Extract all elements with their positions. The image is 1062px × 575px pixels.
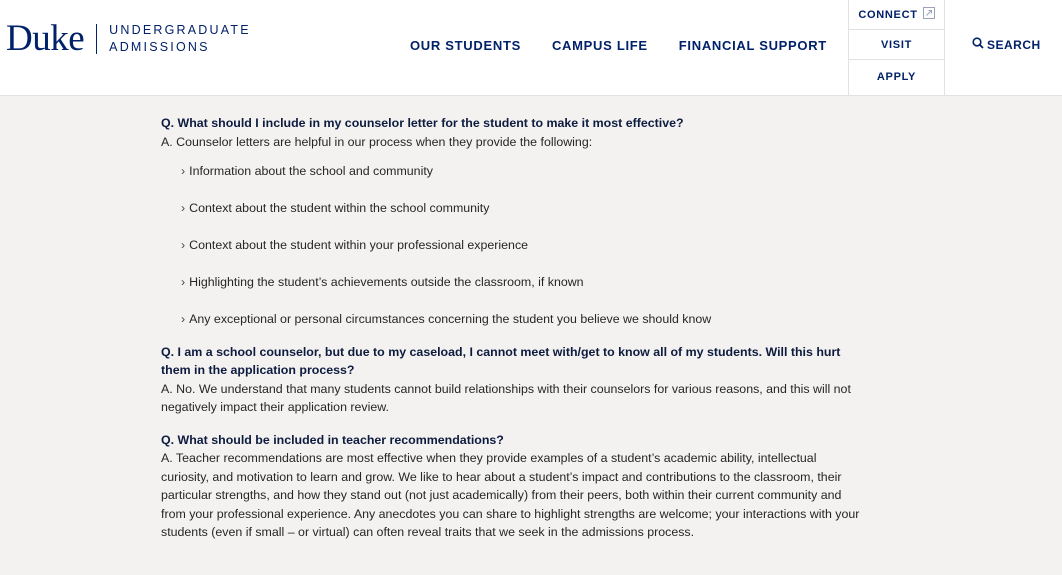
faq-content	[161, 114, 861, 556]
list-item-text: Information about the school and community	[189, 164, 433, 178]
list-item	[181, 236, 861, 255]
chevron-right-icon: ›	[181, 275, 186, 289]
faq-answer: A. Teacher recommendations are most effective when they provide examples of a student’s academic ability, intellectual curiosity, and motivation to learn and grow. We like to hear about a student’s impact and contributions to the classroom, their particular strengths, and how they stand out (not just academically) from their peers, both within their current community and from your professional experience. Any anecdotes you can share to highlight strengths are welcome; your interactions with your students (even if small – or virtual) can often reveal traits that we seek in the admissions process.	[161, 451, 860, 539]
nav-campus-life[interactable]: CAMPUS LIFE	[551, 38, 648, 53]
faq-question: Q. I am a school counselor, but due to my caseload, I cannot meet with/get to know all of my students. Will this hurt them in the application process?	[161, 344, 841, 377]
apply-link[interactable]	[849, 60, 944, 94]
logo-subtitle-line2: ADMISSIONS	[109, 39, 210, 54]
search-label: SEARCH	[987, 37, 1041, 52]
site-header	[0, 0, 1062, 96]
utility-nav	[848, 0, 945, 96]
faq-answer: A. No. We understand that many students cannot build relationships with their counselors for various reasons, and this will not negatively impact their application review.	[161, 381, 851, 414]
faq-item	[161, 114, 861, 329]
faq-answer: A. Counselor letters are helpful in our process when they provide the following:	[161, 134, 593, 149]
logo-subtitle-line1: UNDERGRADUATE	[109, 22, 251, 37]
logo-divider	[96, 24, 97, 54]
nav-financial-support[interactable]: FINANCIAL SUPPORT	[678, 38, 827, 53]
list-item	[181, 199, 861, 218]
list-item	[181, 310, 861, 329]
nav-our-students[interactable]: OUR STUDENTS	[410, 38, 521, 53]
list-item-text: Any exceptional or personal circumstances concerning the student you believe we should know	[189, 312, 712, 326]
chevron-right-icon: ›	[181, 312, 186, 326]
connect-link[interactable]	[849, 0, 944, 30]
external-link-icon	[923, 7, 935, 22]
logo-wordmark: Duke	[6, 18, 85, 59]
main-nav	[410, 38, 858, 53]
visit-label: VISIT	[880, 38, 912, 51]
duke-admissions-logo[interactable]	[6, 20, 251, 57]
visit-link[interactable]	[849, 30, 944, 60]
faq-item	[161, 431, 861, 542]
list-item-text: Context about the student within your professional experience	[189, 238, 529, 252]
faq-bullet-list	[181, 162, 861, 329]
list-item	[181, 162, 861, 181]
connect-label: CONNECT	[858, 8, 918, 21]
chevron-right-icon: ›	[181, 164, 186, 178]
list-item-text: Context about the student within the school community	[189, 201, 490, 215]
search-button[interactable]	[972, 37, 1041, 52]
chevron-right-icon: ›	[181, 238, 186, 252]
search-icon	[972, 37, 987, 52]
list-item	[181, 273, 861, 292]
logo-subtitle	[109, 22, 251, 56]
faq-question: Q. What should be included in teacher recommendations?	[161, 432, 504, 447]
apply-label: APPLY	[876, 71, 917, 83]
chevron-right-icon: ›	[181, 201, 186, 215]
faq-item	[161, 343, 861, 417]
faq-question: Q. What should I include in my counselor letter for the student to make it most effective?	[161, 116, 684, 130]
list-item-text: Highlighting the student’s achievements outside the classroom, if known	[189, 275, 584, 289]
